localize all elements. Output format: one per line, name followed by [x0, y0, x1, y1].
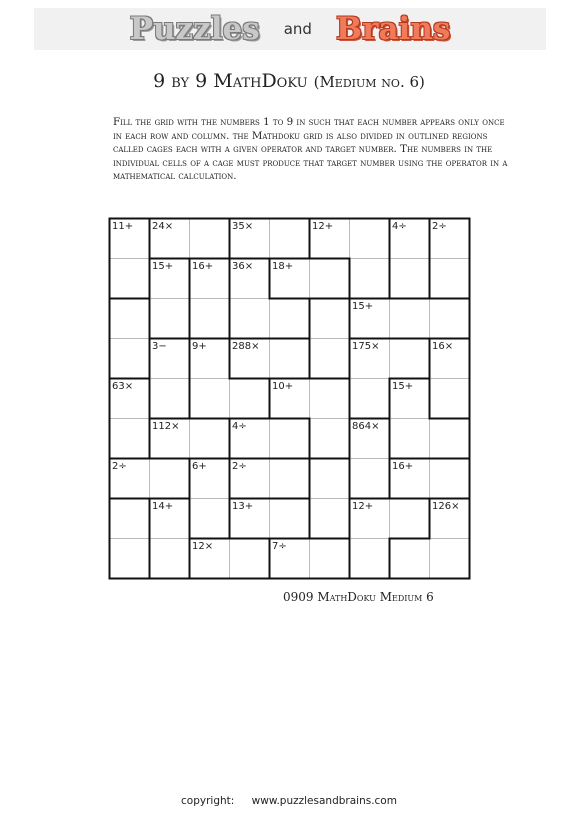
- cage-clue: 2÷: [232, 461, 247, 472]
- cage-clue: 16×: [432, 341, 454, 352]
- cage-clue: 4÷: [232, 421, 247, 432]
- site-logo-banner: [34, 8, 546, 50]
- cage-clue: 15+: [352, 301, 374, 312]
- title-subtitle: (Medium no. 6): [313, 73, 425, 91]
- cage-clue: 12×: [192, 541, 214, 552]
- cage-clue: 12+: [352, 501, 374, 512]
- copyright-line: [0, 795, 578, 807]
- logo-and-text: and: [283, 20, 312, 38]
- logo-brains-text: Brains: [335, 11, 451, 47]
- cage-clue: 3−: [152, 341, 167, 352]
- cage-clue: 13+: [232, 501, 254, 512]
- cage-clue: 35×: [232, 221, 254, 232]
- cage-clue: 14+: [152, 501, 174, 512]
- title-main: 9 by 9 MathDoku: [153, 70, 308, 92]
- cage-clue: 864×: [352, 421, 380, 432]
- cage-clue: 63×: [112, 381, 134, 392]
- grid-lines: [109, 218, 470, 579]
- page-title: [0, 70, 578, 92]
- cage-clue: 15+: [152, 261, 174, 272]
- mathdoku-grid: [109, 218, 470, 579]
- instructions-text: Fill the grid with the numbers 1 to 9 in such that each number appears only once in each row and column. the Mathdoku grid is also divided in outlined regions called cages each with a given operator and target number. The numbers in the individual cells of a cage must produce that target number using the operator in a mathematical calculation.: [113, 116, 508, 182]
- cage-clue: 9+: [192, 341, 207, 352]
- cage-clue: 126×: [432, 501, 460, 512]
- cage-clue: 7÷: [272, 541, 287, 552]
- cage-clue: 24×: [152, 221, 174, 232]
- cage-clue: 2÷: [112, 461, 127, 472]
- cage-clue: 288×: [232, 341, 260, 352]
- cage-clue: 11+: [112, 221, 134, 232]
- cage-clue: 16+: [192, 261, 214, 272]
- website-link[interactable]: www.puzzlesandbrains.com: [251, 795, 397, 807]
- grid-outer-frame: [110, 219, 470, 579]
- cage-clue: 36×: [232, 261, 254, 272]
- cage-clue: 4÷: [392, 221, 407, 232]
- cage-clue: 16+: [392, 461, 414, 472]
- cage-clue: 12+: [312, 221, 334, 232]
- cage-clue: 18+: [272, 261, 294, 272]
- copyright-label: copyright:: [181, 795, 235, 807]
- cage-clue: 6+: [192, 461, 207, 472]
- cage-clue: 2÷: [432, 221, 447, 232]
- cage-clue: 15+: [392, 381, 414, 392]
- cage-clue: 10+: [272, 381, 294, 392]
- puzzle-id-note: 0909 MathDoku Medium 6: [283, 590, 434, 604]
- cage-clue: 175×: [352, 341, 380, 352]
- cage-clue: 112×: [152, 421, 180, 432]
- logo-puzzles-text: Puzzles: [129, 11, 260, 47]
